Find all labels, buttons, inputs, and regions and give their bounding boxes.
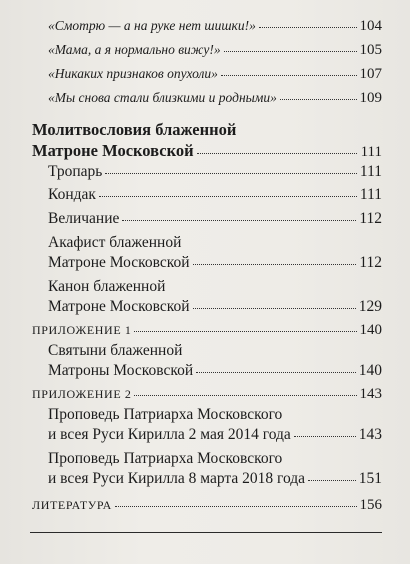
section-heading[interactable] <box>32 120 382 140</box>
toc-entry-page: 107 <box>359 66 382 82</box>
toc-entry[interactable] <box>48 278 382 296</box>
toc-entry[interactable] <box>48 254 382 272</box>
toc-entry[interactable] <box>48 406 382 424</box>
toc-entry-page: 151 <box>358 470 382 487</box>
appendix-title: ПРИЛОЖЕНИЕ 2 <box>32 387 132 401</box>
toc-entry-title-line1: Акафист блаженной <box>48 234 182 251</box>
toc-entry-page: 111 <box>359 163 382 180</box>
dot-leader <box>99 196 357 197</box>
dot-leader <box>308 480 356 481</box>
toc-entry-page: 109 <box>359 90 382 106</box>
toc-entry-page: 105 <box>359 42 382 58</box>
toc-entry[interactable] <box>48 450 382 468</box>
toc-entry-page: 143 <box>358 426 382 443</box>
toc-entry-title: Тропарь <box>48 163 103 180</box>
appendix-heading[interactable] <box>32 322 382 339</box>
toc-entry[interactable] <box>48 298 382 316</box>
toc-entry-title: «Смотрю — а на руке нет шишки!» <box>48 18 256 33</box>
toc-entry[interactable] <box>48 342 382 360</box>
dot-leader <box>134 331 356 332</box>
appendix-page: 143 <box>359 386 382 402</box>
toc-entry[interactable] <box>48 163 382 181</box>
toc-entry-title-line2: Матроне Московской <box>48 254 190 271</box>
dot-leader <box>196 372 356 373</box>
section-heading[interactable] <box>32 141 382 161</box>
appendix-title: ПРИЛОЖЕНИЕ 1 <box>32 323 132 337</box>
toc-entry-page: 112 <box>359 254 382 271</box>
toc-entry-page: 129 <box>358 298 382 315</box>
toc-entry[interactable] <box>48 470 382 488</box>
toc-entry-page: 104 <box>359 18 382 34</box>
dot-leader <box>115 506 357 507</box>
dot-leader <box>224 51 357 52</box>
dot-leader <box>259 27 357 28</box>
toc-entry-title: Кондак <box>48 186 96 203</box>
toc-entry[interactable] <box>48 42 382 59</box>
section-title-line2: Матроне Московской <box>32 141 194 160</box>
toc-entry[interactable] <box>48 186 382 204</box>
dot-leader <box>193 308 356 309</box>
toc-entry-title-line2: Матроне Московской <box>48 298 190 315</box>
toc-entry-title-line1: Канон блаженной <box>48 278 166 295</box>
dot-leader <box>280 99 357 100</box>
toc-entry-title: Величание <box>48 210 120 227</box>
dot-leader <box>221 75 357 76</box>
appendix-heading[interactable] <box>32 386 382 403</box>
toc-entry[interactable] <box>48 210 382 228</box>
toc-entry-title-line1: Проповедь Патриарха Московского <box>48 450 283 467</box>
toc-entry-title-line2: и всея Руси Кирилла 2 мая 2014 года <box>48 426 291 443</box>
toc-entry-page: 112 <box>359 210 382 227</box>
dot-leader <box>193 264 357 265</box>
toc-entry-page: 140 <box>358 362 382 379</box>
dot-leader <box>134 395 356 396</box>
toc-entry[interactable] <box>48 426 382 444</box>
toc-entry-title: «Никаких признаков опухоли» <box>48 66 218 81</box>
toc-entry[interactable] <box>48 66 382 83</box>
toc-entry[interactable] <box>48 234 382 252</box>
toc-entry-title-line2: Матроны Московской <box>48 362 194 379</box>
dot-leader <box>122 220 356 221</box>
appendix-page: 140 <box>359 322 382 338</box>
toc-entry[interactable] <box>48 18 382 35</box>
toc-entry-title: «Мама, а я нормально вижу!» <box>48 42 221 57</box>
toc-entry-title-line1: Святыни блаженной <box>48 342 183 359</box>
dot-leader <box>197 153 357 154</box>
section-title-line1: Молитвословия блаженной <box>32 120 237 139</box>
literature-heading[interactable] <box>32 497 382 514</box>
toc-entry-page: 111 <box>359 186 382 203</box>
literature-title: ЛИТЕРАТУРА <box>32 498 112 512</box>
toc-entry[interactable] <box>48 362 382 380</box>
dot-leader <box>294 436 356 437</box>
literature-page: 156 <box>359 497 382 513</box>
toc-entry-title: «Мы снова стали близкими и родными» <box>48 90 277 105</box>
toc-entry-title-line1: Проповедь Патриарха Московского <box>48 406 283 423</box>
dot-leader <box>105 173 357 174</box>
section-page: 111 <box>360 144 382 160</box>
bottom-rule <box>30 532 382 533</box>
toc-entry[interactable] <box>48 90 382 107</box>
toc-entry-title-line2: и всея Руси Кирилла 8 марта 2018 года <box>48 470 306 487</box>
